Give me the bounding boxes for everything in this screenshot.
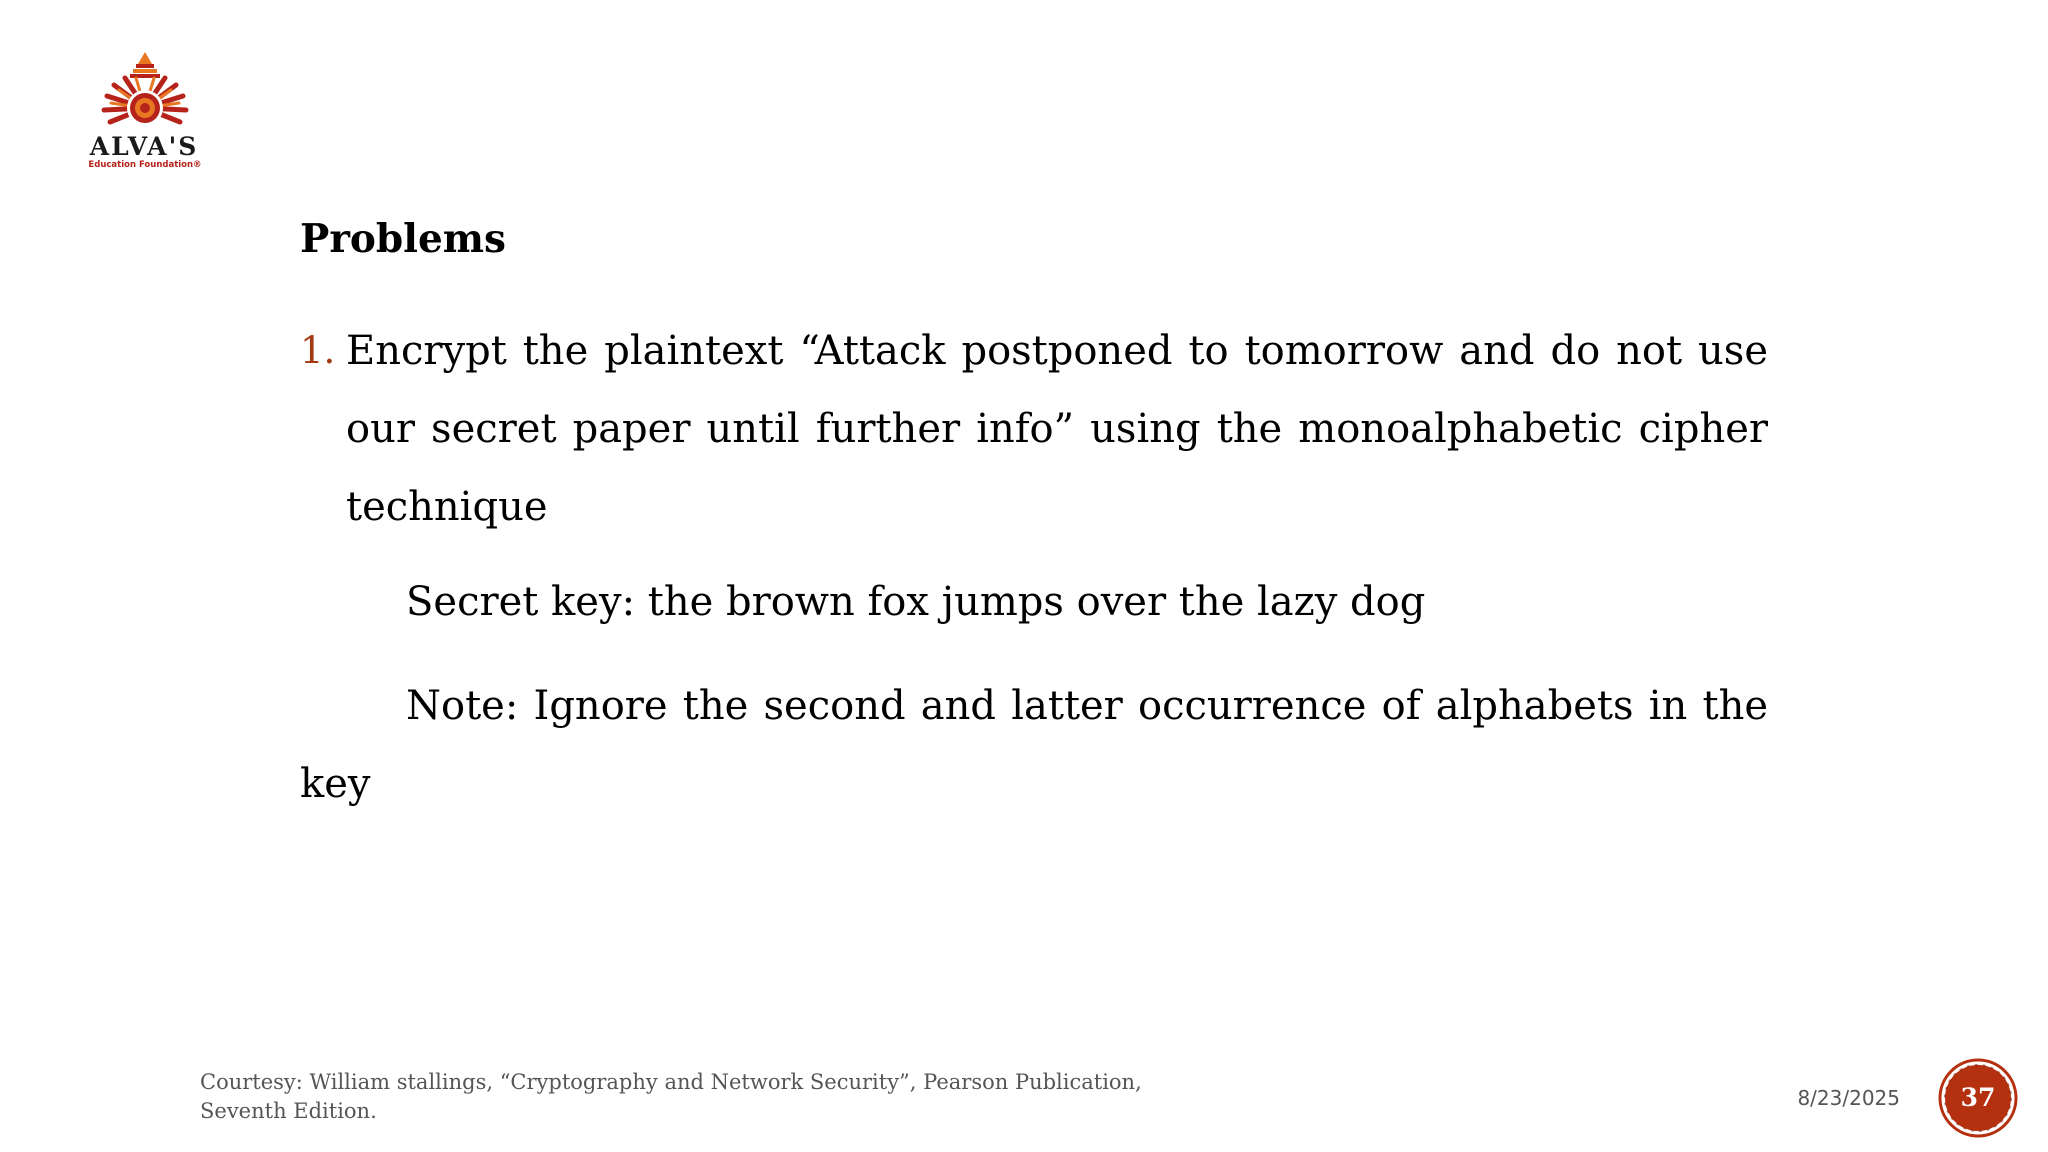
alvas-logo bbox=[70, 50, 220, 175]
slide-date: 8/23/2025 bbox=[1797, 1086, 1900, 1110]
courtesy-footer: Courtesy: William stallings, “Cryptography and Network Security”, Pearson Publication, Seventh Edition. bbox=[200, 1070, 1142, 1123]
problem-text: Encrypt the plaintext “Attack postponed to tomorrow and do not use our secret paper until further info” using the monoalphabetic cipher technique bbox=[346, 328, 1768, 530]
problem-number: 1. bbox=[300, 329, 336, 372]
slide-heading: Problems bbox=[300, 216, 507, 262]
logo-subtitle: Education Foundation® bbox=[88, 160, 202, 170]
logo-emblem-icon bbox=[70, 50, 220, 140]
problem-item bbox=[300, 312, 1768, 546]
page-number-badge bbox=[1938, 1058, 2018, 1138]
page-number: 37 bbox=[1960, 1083, 1996, 1112]
note-line: Note: Ignore the second and latter occurrence of alphabets in the key bbox=[300, 683, 1768, 807]
logo-name: ALVA'S bbox=[89, 132, 199, 161]
secret-key-line: Secret key: the brown fox jumps over the lazy dog bbox=[406, 579, 1426, 625]
